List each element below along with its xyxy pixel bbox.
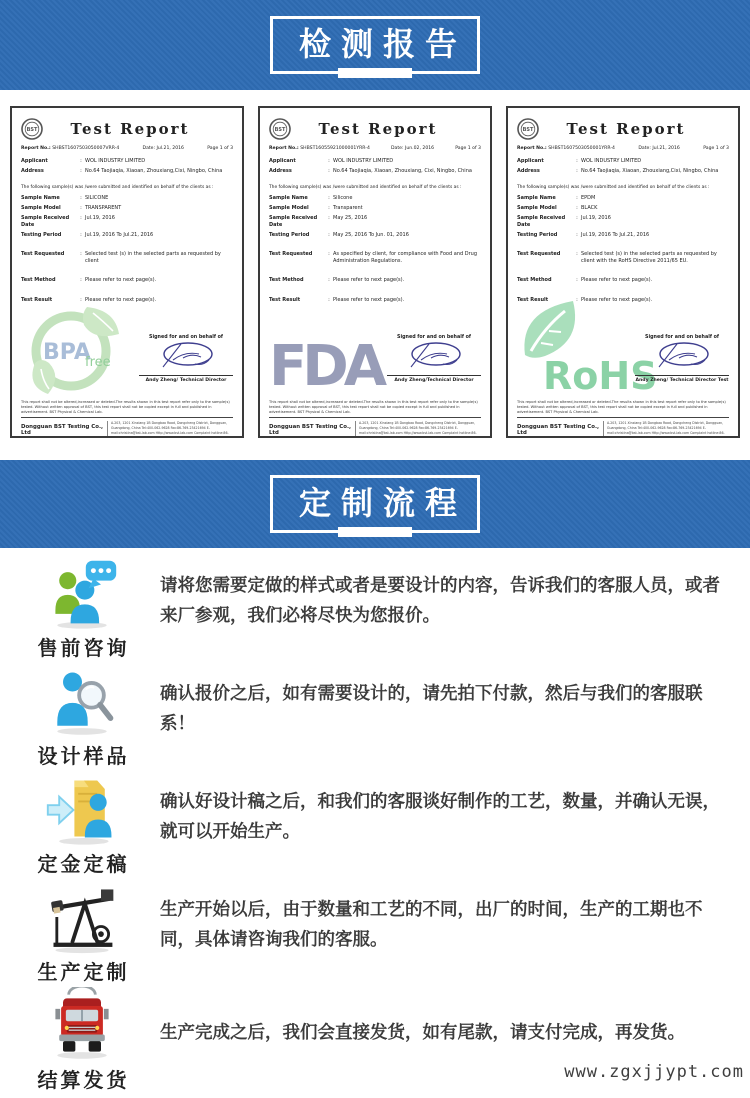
bst-seal-icon — [269, 118, 291, 140]
sample-model-row: Sample Model : TRANSPARENT — [21, 204, 122, 211]
svg-text:FDA: FDA — [269, 336, 383, 395]
signed-label: Signed for and on behalf of — [149, 334, 223, 340]
production-pump-icon — [40, 879, 124, 955]
fda-logo — [269, 337, 399, 395]
delivery-truck-icon — [40, 987, 124, 1063]
address-row: Address : No.64 Taojiaqia, Xiaoan, Zhouxiang, Cixi, Ningbo, China — [269, 168, 472, 175]
report-banner — [0, 0, 750, 90]
bst-seal-icon — [517, 118, 539, 140]
bpa-free-logo — [21, 303, 125, 395]
lab-company-info: A-203, 1201 Xinxiang 1B Dongbao Road, Dongcheng District, Dongguan, Guangdong, China Tel:400-062-9628 Fax:86-769-23421694 E-mail:christina@bst-lab.com Http://www.bst-lab.com Complaint hotline:86-755-26747736 — [355, 421, 481, 438]
sample-name-row: Sample Name : Silicone — [269, 194, 353, 201]
step-deposit-final — [0, 770, 750, 878]
custom-process-steps — [0, 548, 750, 1094]
report-page: Page 1 of 3 — [703, 146, 729, 151]
testing-period-row: Testing Period : Jul.19, 2016 To Jul.21, 2016 — [517, 232, 650, 238]
step-description: 请将您需要定做的样式或者是要设计的内容，告诉我们的客服人员，或者来厂参观，我们必将尽快为您报价。 — [160, 576, 720, 626]
certificate — [258, 106, 492, 438]
process-banner-title: 定制流程 — [298, 483, 467, 522]
test-result-row: Test Result : Please refer to next page(s). — [269, 296, 405, 303]
report-number-line — [21, 146, 233, 151]
signed-label: Signed for and on behalf of — [645, 334, 719, 340]
report-page: Page 1 of 3 — [207, 146, 233, 151]
step-icon-block — [8, 554, 156, 662]
lab-company-info: A-203, 1201 Xinxiang 1B Dongbao Road, Dongcheng District, Dongguan, Guangdong, China Tel:400-062-9628 Fax:86-769-23421694 E-mail:christina@bst-lab.com Http://www.bst-lab.com Complaint hotline:86-755-26747736 — [603, 421, 729, 438]
sample-name-row: Sample Name : SILICONE — [21, 194, 109, 201]
signature-block — [139, 335, 233, 383]
applicant-row: Applicant : WOL INDUSTRY LIMITED — [21, 158, 146, 164]
intro-line: The following sample(s) was /were submitted and identified on behalf of the clients as : — [269, 184, 462, 190]
certificate-header — [517, 118, 729, 140]
step-design-sample — [0, 662, 750, 770]
cert-disclaimer: This report shall not be altered,increased or deleted.The results shown in this test report refer only to the sample(s) tested. Without written approval of BST, this test report shall not be copied except in full and published in advertisement. BST Physical & Chemical Lab. — [269, 399, 478, 415]
test-result-row: Test Result : Please refer to next page(s). — [21, 296, 157, 303]
process-banner-box — [270, 475, 480, 533]
signer-name: Andy Zheng/Technical Director — [387, 375, 481, 383]
certificate-artwork — [21, 307, 233, 397]
cert-title: Test Report — [318, 120, 438, 138]
svg-text:BST: BST — [522, 127, 534, 134]
report-no: Report No.: SHBST16055921000001YRR-4 — [269, 146, 370, 151]
signer-name: Andy Zheng/ Technical Director Test — [635, 375, 729, 383]
signature-block — [387, 335, 481, 383]
presale-consult-icon — [40, 555, 124, 631]
certificate-header — [21, 118, 233, 140]
step-label: 定金定稿 — [37, 852, 130, 876]
cert-title: Test Report — [70, 120, 190, 138]
svg-text:RoHS: RoHS — [543, 353, 658, 395]
intro-line: The following sample(s) was /were submitted and identified on behalf of the clients as : — [21, 184, 214, 190]
certificate-header — [269, 118, 481, 140]
cert-disclaimer: This report shall not be altered,increased or deleted.The results shown in this test report refer only to the sample(s) tested. Without written approval of BST, this test report shall not be copied except in full and published in advertisement. BST Physical & Chemical Lab. — [517, 399, 726, 415]
report-number-line — [269, 146, 481, 151]
certificate-artwork — [269, 307, 481, 397]
address-row: Address : No.64 Taojiaqia, Xiaoan, Zhouxiang,Cixi, Ningbo, China — [517, 168, 719, 175]
step-label: 生产定制 — [37, 960, 130, 984]
banner-underline-bar — [338, 68, 412, 78]
received-date-row: Sample Received Date : Jul.19, 2016 — [21, 215, 115, 228]
report-date: Date: Jul.21, 2016 — [638, 146, 680, 151]
report-banner-title: 检测报告 — [298, 24, 467, 63]
cert-footer — [21, 417, 233, 438]
test-requested-row: Test Requested : Selected test (s) in the selected parts as requested by client with the RoHS Directive 2011/65 EU. — [517, 251, 717, 264]
report-number-line — [517, 146, 729, 151]
address-row: Address : No.64 Taojiaqia, Xiaoan, Zhouxiang,Cixi, Ningbo, China — [21, 168, 223, 175]
signer-name: Andy Zheng/ Technical Director — [139, 375, 233, 383]
report-banner-box — [270, 16, 480, 74]
step-icon-block — [8, 770, 156, 878]
report-page: Page 1 of 3 — [455, 146, 481, 151]
report-no: Report No.: SHBST1607503050007VRR-4 — [21, 146, 120, 151]
signature-block — [635, 335, 729, 383]
received-date-row: Sample Received Date : Jul.19, 2016 — [517, 215, 611, 228]
intro-line: The following sample(s) was /were submitted and identified on behalf of the clients as : — [517, 184, 710, 190]
step-description: 确认报价之后，如有需要设计的，请先拍下付款，然后与我们的客服联系！ — [160, 684, 703, 734]
report-no: Report No.: SHBST1607503050001YRR-4 — [517, 146, 615, 151]
signature-icon — [651, 340, 713, 370]
svg-text:BST: BST — [26, 127, 38, 134]
signature-icon — [403, 340, 465, 370]
step-presale-consult — [0, 554, 750, 662]
step-icon-block — [8, 662, 156, 770]
svg-text:BPA: BPA — [43, 339, 91, 365]
step-label: 结算发货 — [37, 1068, 130, 1092]
bst-seal-icon — [21, 118, 43, 140]
svg-text:free: free — [85, 354, 111, 370]
step-description: 生产开始以后，由于数量和工艺的不同，出厂的时间，生产的工期也不同，具体请咨询我们的客服。 — [160, 900, 703, 950]
step-icon-block — [8, 986, 156, 1094]
test-method-row: Test Method : Please refer to next page(s). — [517, 277, 653, 284]
signature-icon — [155, 340, 217, 370]
step-icon-block — [8, 878, 156, 986]
report-date: Date: Jun.02, 2016 — [391, 146, 435, 151]
banner-underline-bar — [338, 527, 412, 537]
test-result-row: Test Result : Please refer to next page(s). — [517, 296, 653, 303]
signed-label: Signed for and on behalf of — [397, 334, 471, 340]
cert-disclaimer: This report shall not be altered,increased or deleted.The results shown in this test report refer only to the sample(s) tested. Without written approval of BST, this test report shall not be copied except in full and published in advertisement. BST Physical & Chemical Lab. — [21, 399, 230, 415]
step-description: 确认好设计稿之后，和我们的客服谈好制作的工艺，数量，并确认无误，就可以开始生产。 — [160, 792, 720, 842]
site-watermark: www.zgxjjypt.com — [564, 1062, 744, 1082]
applicant-row: Applicant : WOL INDUSTRY LIMITED — [517, 158, 642, 164]
design-sample-icon — [40, 663, 124, 739]
lab-company-name: Dongguan BST Testing Co., Ltd — [21, 424, 104, 437]
testing-period-row: Testing Period : Jul.19, 2016 To Jul.21, 2016 — [21, 232, 154, 238]
cert-footer — [269, 417, 481, 438]
certificates-row — [0, 90, 750, 460]
received-date-row: Sample Received Date : May 25, 2016 — [269, 215, 368, 228]
process-banner — [0, 460, 750, 548]
lab-company-info: A-203, 1201 Xinxiang 1B Dongbao Road, Dongcheng District, Dongguan, Guangdong, China Tel:400-062-9628 Fax:86-769-23421694 E-mail:christina@bst-lab.com Http://www.bst-lab.com Complaint hotline:86-755-26747736 — [107, 421, 233, 438]
report-date: Date: Jul.21, 2016 — [142, 146, 184, 151]
sample-name-row: Sample Name : EPDM — [517, 194, 596, 201]
certificate-artwork — [517, 307, 729, 397]
lab-company-name: Dongguan BST Testing Co., Ltd — [269, 424, 352, 437]
applicant-row: Applicant : WOL INDUSTRY LIMITED — [269, 158, 394, 164]
cert-footer — [517, 417, 729, 438]
step-label: 设计样品 — [37, 744, 130, 768]
sample-model-row: Sample Model : BLACK — [517, 204, 598, 211]
test-method-row: Test Method : Please refer to next page(s). — [269, 277, 405, 284]
deposit-final-icon — [40, 771, 124, 847]
sample-model-row: Sample Model : Transparent — [269, 204, 363, 211]
cert-title: Test Report — [566, 120, 686, 138]
certificate — [506, 106, 740, 438]
test-requested-row: Test Requested : Selected test (s) in the selected parts as requested by client — [21, 251, 221, 264]
testing-period-row: Testing Period : May 25, 2016 To Jun. 01, 2016 — [269, 232, 409, 238]
test-requested-row: Test Requested : As specified by client, for compliance with Food and Drug Administration Regulations. — [269, 251, 477, 264]
svg-text:BST: BST — [274, 127, 286, 134]
lab-company-name: Dongguan BST Testing Co., Ltd — [517, 424, 600, 437]
certificate — [10, 106, 244, 438]
test-method-row: Test Method : Please refer to next page(s). — [21, 277, 157, 284]
step-label: 售前咨询 — [37, 636, 130, 660]
step-description: 生产完成之后，我们会直接发货，如有尾款，请支付完成，再发货。 — [160, 1023, 685, 1044]
step-production — [0, 878, 750, 986]
